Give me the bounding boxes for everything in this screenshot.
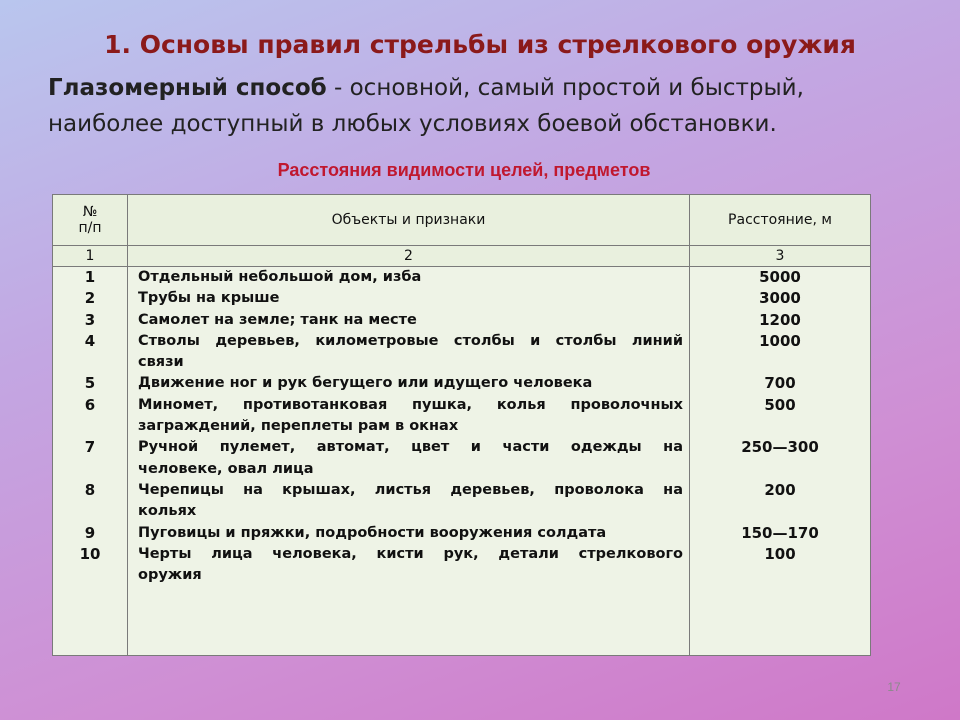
intro-line-1 — [48, 70, 928, 106]
row-object-line: связи — [138, 354, 184, 371]
intro-text — [48, 70, 928, 142]
row-number-spacer — [53, 501, 127, 522]
row-distance-spacer — [690, 416, 870, 437]
row-number-spacer — [53, 352, 127, 373]
row-object-line: заграждений, переплеты рам в окнах — [138, 418, 459, 435]
row-number: 10 — [79, 544, 101, 563]
row-object-line: Пуговицы и пряжки, подробности вооружения солдата — [138, 524, 607, 541]
intro-line-1-rest: - основной, самый простой и быстрый, — [326, 75, 804, 101]
row-object-line: Миномет, противотанковая пушка, колья проволочных — [138, 396, 683, 413]
header-number-line1: № — [82, 204, 98, 220]
distance-column — [690, 267, 871, 656]
intro-line-2: наиболее доступный в любых условиях боевой обстановки. — [48, 111, 777, 137]
intro-term: Глазомерный способ — [48, 75, 327, 101]
table-caption: Расстояния видимости целей, предметов — [277, 160, 651, 180]
row-distance: 1200 — [759, 310, 801, 329]
header-number — [53, 195, 128, 246]
row-distance: 700 — [764, 374, 796, 393]
page-number: 17 — [887, 680, 901, 694]
number-column — [53, 267, 128, 656]
header-objects: Объекты и признаки — [128, 195, 690, 246]
column-number-row — [53, 246, 871, 267]
row-number: 2 — [84, 289, 96, 308]
row-number: 3 — [84, 310, 96, 329]
row-number: 9 — [84, 523, 96, 542]
row-number: 5 — [84, 374, 96, 393]
column-number-2: 2 — [128, 246, 690, 267]
row-number: 1 — [84, 268, 96, 286]
visibility-distance-table — [52, 194, 871, 656]
objects-column — [128, 267, 690, 656]
row-object-line: Черепицы на крышах, листья деревьев, проволока на — [138, 481, 683, 498]
row-object-line: человеке, овал лица — [138, 460, 314, 477]
row-object-line: Движение ног и рук бегущего или идущего человека — [138, 375, 593, 392]
column-number-1: 1 — [53, 246, 128, 267]
row-distance: 150—170 — [741, 523, 819, 542]
table-body-row — [53, 267, 871, 656]
row-number: 7 — [84, 438, 96, 457]
header-row — [53, 195, 871, 246]
row-distance-spacer — [690, 352, 870, 373]
row-number: 8 — [84, 480, 96, 499]
row-object-line: Трубы на крыше — [138, 290, 280, 307]
row-object-line: Отдельный небольшой дом, изба — [138, 269, 422, 285]
row-number: 4 — [84, 331, 96, 350]
row-distance: 1000 — [759, 331, 801, 350]
row-distance-spacer — [690, 565, 870, 586]
row-object-line: Черты лица человека, кисти рук, детали стрелкового — [138, 545, 683, 562]
row-distance: 500 — [764, 395, 796, 414]
row-distance-spacer — [690, 459, 870, 480]
row-distance: 3000 — [759, 289, 801, 308]
row-object-line: Ручной пулемет, автомат, цвет и части одежды на — [138, 439, 683, 456]
row-number-spacer — [53, 565, 127, 586]
row-distance: 5000 — [759, 268, 801, 286]
row-distance: 200 — [764, 480, 796, 499]
row-object-line: кольях — [138, 503, 197, 520]
row-object-line: оружия — [138, 567, 202, 584]
row-distance: 250—300 — [741, 438, 819, 457]
row-number-spacer — [53, 416, 127, 437]
header-number-line2: п/п — [78, 220, 102, 236]
column-number-3: 3 — [690, 246, 871, 267]
row-object-line: Стволы деревьев, километровые столбы и столбы линий — [138, 332, 683, 349]
slide-title: 1. Основы правил стрельбы из стрелкового оружия — [104, 30, 856, 59]
header-distance: Расстояние, м — [690, 195, 871, 246]
row-distance-spacer — [690, 501, 870, 522]
row-number: 6 — [84, 395, 96, 414]
row-number-spacer — [53, 459, 127, 480]
row-distance: 100 — [764, 544, 796, 563]
row-object-line: Самолет на земле; танк на месте — [138, 311, 417, 328]
